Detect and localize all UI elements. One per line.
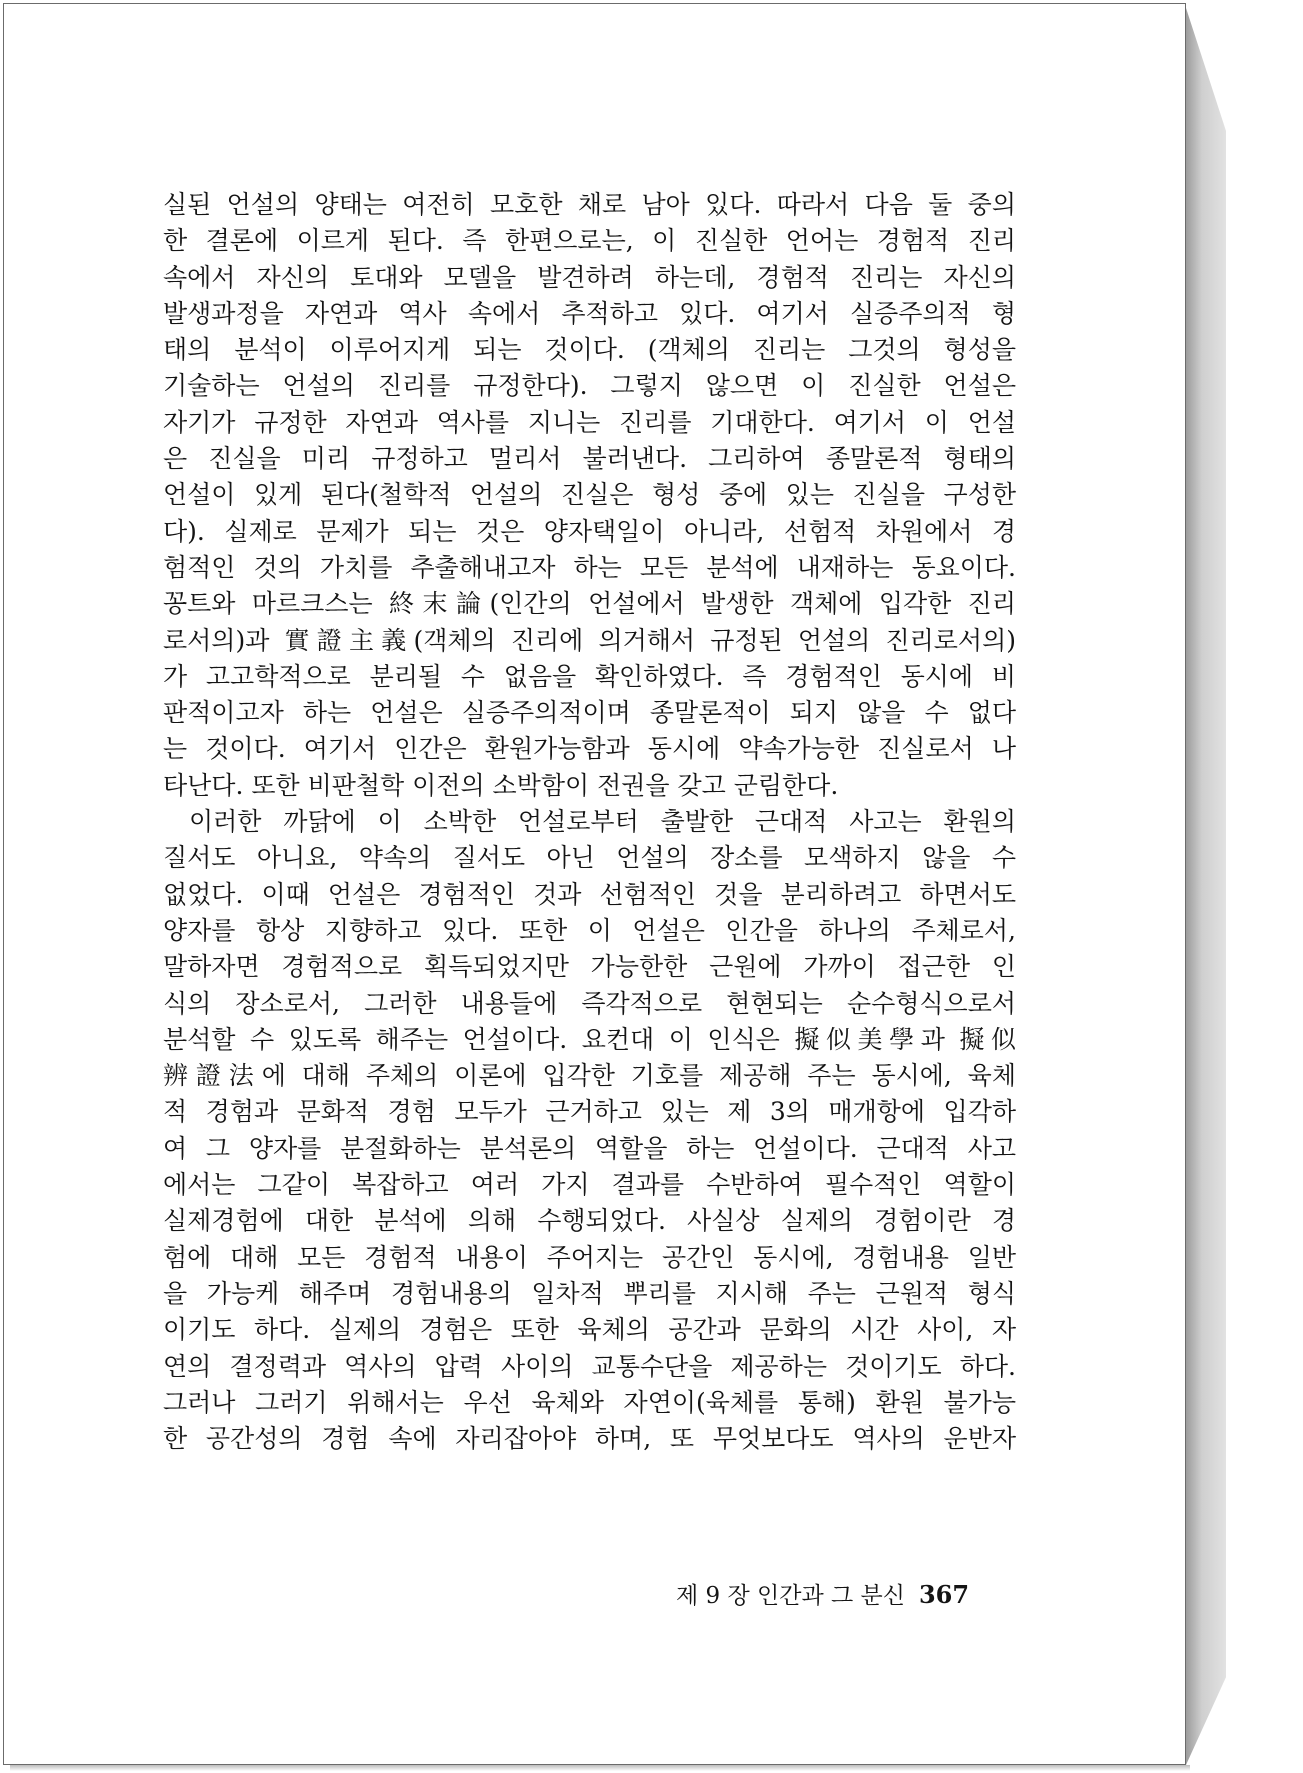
text-line: 질서도 아니요, 약속의 질서도 아닌 언설의 장소를 모색하지 않을 수 [163,843,1016,873]
text-line: 는 것이다. 여기서 인간은 환원가능함과 동시에 약속가능한 진실로서 나 [163,734,1016,764]
text-line: 험적인 것의 가치를 추출해내고자 하는 모든 분석에 내재하는 동요이다. [163,552,1016,582]
text-line: 을 가능케 해주며 경험내용의 일차적 뿌리를 지시해 주는 근원적 형식 [163,1278,1016,1308]
body-text [163,187,1016,1457]
text-line: 꽁트와 마르크스는 終末論(인간의 언설에서 발생한 객체에 입각한 진리 [163,589,1016,619]
text-line: 험에 대해 모든 경험적 내용이 주어지는 공간인 동시에, 경험내용 일반 [163,1242,1016,1272]
text-line: 태의 분석이 이루어지게 되는 것이다. (객체의 진리는 그것의 형성을 [163,335,1016,365]
text-line: 분석할 수 있도록 해주는 언설이다. 요컨대 이 인식은 擬似美學과 擬似 [163,1024,1016,1054]
page-footer [676,1577,996,1610]
page-edge [1186,8,1226,1765]
text-line: 한 결론에 이르게 된다. 즉 한편으로는, 이 진실한 언어는 경험적 진리 [163,226,1016,256]
text-line: 자기가 규정한 자연과 역사를 지니는 진리를 기대한다. 여기서 이 언설 [163,407,1016,437]
text-line: 실된 언설의 양태는 여전히 모호한 채로 남아 있다. 따라서 다음 둘 중의 [163,190,1016,219]
text-line-paragraph-start: 이러한 까닭에 이 소박한 언설로부터 출발한 근대적 사고는 환원의 [189,807,1016,837]
text-line: 로서의)과 實證主義(객체의 진리에 의거해서 규정된 언설의 진리로서의) [163,625,1016,655]
text-line: 말하자면 경험적으로 획득되었지만 가능한한 근원에 가까이 접근한 인 [163,952,1016,982]
text-line: 辨證法에 대해 주체의 이론에 입각한 기호를 제공해 주는 동시에, 육체 [163,1061,1016,1091]
text-line: 없었다. 이때 언설은 경험적인 것과 선험적인 것을 분리하려고 하면서도 [163,879,1016,909]
page-shadow [10,1765,1190,1771]
text-line: 속에서 자신의 토대와 모델을 발견하려 하는데, 경험적 진리는 자신의 [163,262,1016,292]
text-line: 가 고고학적으로 분리될 수 없음을 확인하였다. 즉 경험적인 동시에 비 [163,661,1016,691]
text-line: 타난다. 또한 비판철학 이전의 소박함이 전권을 갖고 군림한다. [163,770,839,800]
text-line: 적 경험과 문화적 경험 모두가 근거하고 있는 제 3의 매개항에 입각하 [163,1097,1016,1127]
text-line: 이기도 하다. 실제의 경험은 또한 육체의 공간과 문화의 시간 사이, 자 [163,1315,1016,1345]
text-line: 다). 실제로 문제가 되는 것은 양자택일이 아니라, 선험적 차원에서 경 [163,516,1016,546]
text-line: 실제경험에 대한 분석에 의해 수행되었다. 사실상 실제의 경험이란 경 [163,1206,1016,1236]
text-line: 그러나 그러기 위해서는 우선 육체와 자연이(육체를 통해) 환원 불가능 [163,1387,1016,1417]
book-page [3,3,1186,1765]
text-line: 양자를 항상 지향하고 있다. 또한 이 언설은 인간을 하나의 주체로서, [163,915,1016,945]
chapter-running-head: 제 9 장 인간과 그 분신 [676,1583,905,1609]
page-number: 367 [918,1580,970,1609]
text-line: 연의 결정력과 역사의 압력 사이의 교통수단을 제공하는 것이기도 하다. [163,1351,1016,1381]
text-line: 판적이고자 하는 언설은 실증주의적이며 종말론적이 되지 않을 수 없다 [163,698,1016,728]
text-line: 한 공간성의 경험 속에 자리잡아야 하며, 또 무엇보다도 역사의 운반자 [163,1424,1016,1454]
text-line: 발생과정을 자연과 역사 속에서 추적하고 있다. 여기서 실증주의적 형 [163,298,1016,328]
text-line: 언설이 있게 된다(철학적 언설의 진실은 형성 중에 있는 진실을 구성한 [163,480,1016,510]
text-line: 여 그 양자를 분절화하는 분석론의 역할을 하는 언설이다. 근대적 사고 [163,1133,1016,1163]
text-line: 식의 장소로서, 그러한 내용들에 즉각적으로 현현되는 순수형식으로서 [163,988,1016,1018]
text-line: 은 진실을 미리 규정하고 멀리서 불러낸다. 그리하여 종말론적 형태의 [163,444,1016,474]
text-line: 에서는 그같이 복잡하고 여러 가지 결과를 수반하여 필수적인 역할이 [163,1170,1016,1200]
text-line: 기술하는 언설의 진리를 규정한다). 그렇지 않으면 이 진실한 언설은 [163,371,1016,401]
